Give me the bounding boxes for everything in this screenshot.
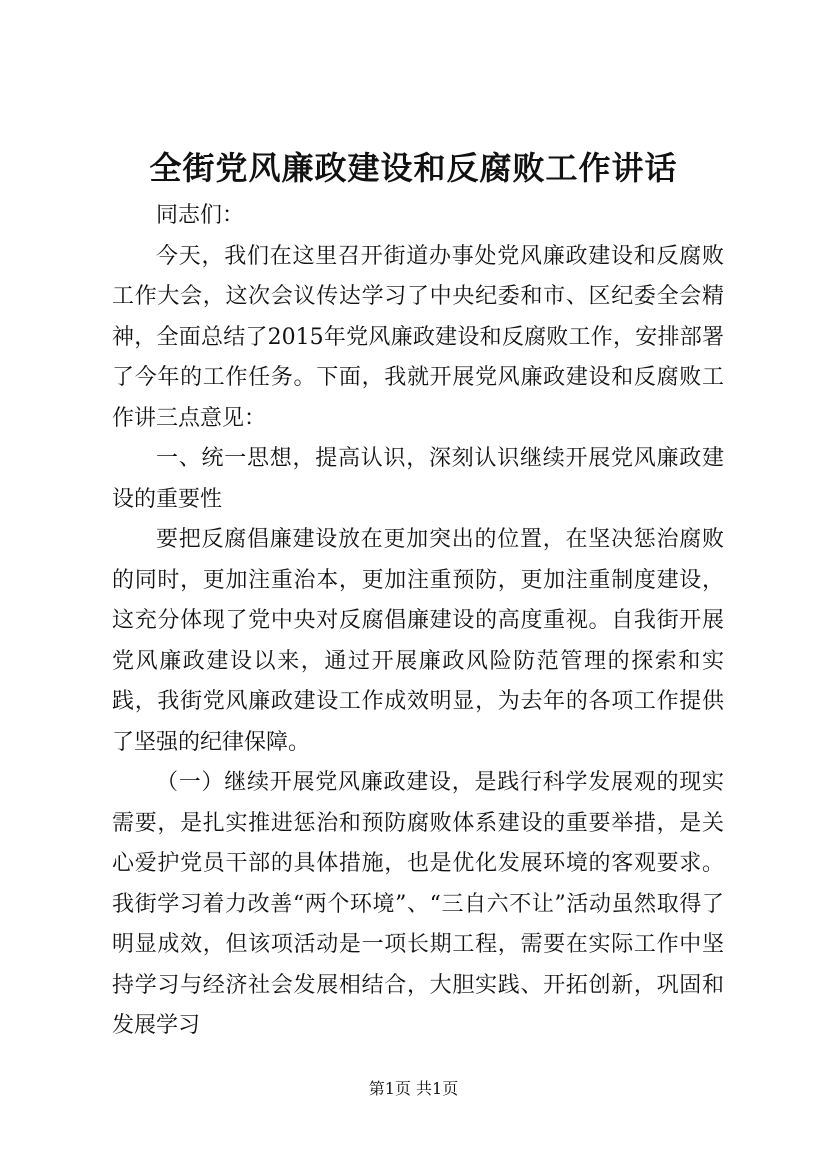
sub-item-paragraph-1: （一）继续开展党风廉政建设，是践行科学发展观的现实需要，是扎实推进惩治和预防腐败体系建设的重要举措，是关心爱护党员干部的具体措施，也是优化发展环境的客观要求。我街学习着力改善“两个环境”、“三自六不让”活动虽然取得了明显成效，但该项活动是一项长期工程，需要在实际工作中坚持学习与经济社会发展相结合，大胆实践、开拓创新，巩固和发展学习	[112, 770, 724, 1038]
body-paragraph: 要把反腐倡廉建设放在更加突出的位置，在坚决惩治腐败的同时，更加注重治本，更加注重预防，更加注重制度建设，这充分体现了党中央对反腐倡廉建设的高度重视。自我街开展党风廉政建设以来，通过开展廉政风险防范管理的探索和实践，我街党风廉政建设工作成效明显，为去年的各项工作提供了坚强的纪律保障。	[112, 527, 724, 755]
page-number-footer: 第1页 共1页	[368, 1079, 459, 1098]
salutation-paragraph: 同志们：	[156, 203, 245, 228]
document-body	[112, 196, 724, 1047]
section-heading-1: 一、统一思想，提高认识，深刻认识继续开展党风廉政建设的重要性	[112, 446, 724, 512]
intro-paragraph: 今天，我们在这里召开街道办事处党风廉政建设和反腐败工作大会，这次会议传达学习了中央纪委和市、区纪委全会精神，全面总结了2015年党风廉政建设和反腐败工作，安排部署了今年的工作任务。下面，我就开展党风廉政建设和反腐败工作讲三点意见：	[112, 243, 724, 431]
document-title: 全街党风廉政建设和反腐败工作讲话	[149, 149, 678, 187]
